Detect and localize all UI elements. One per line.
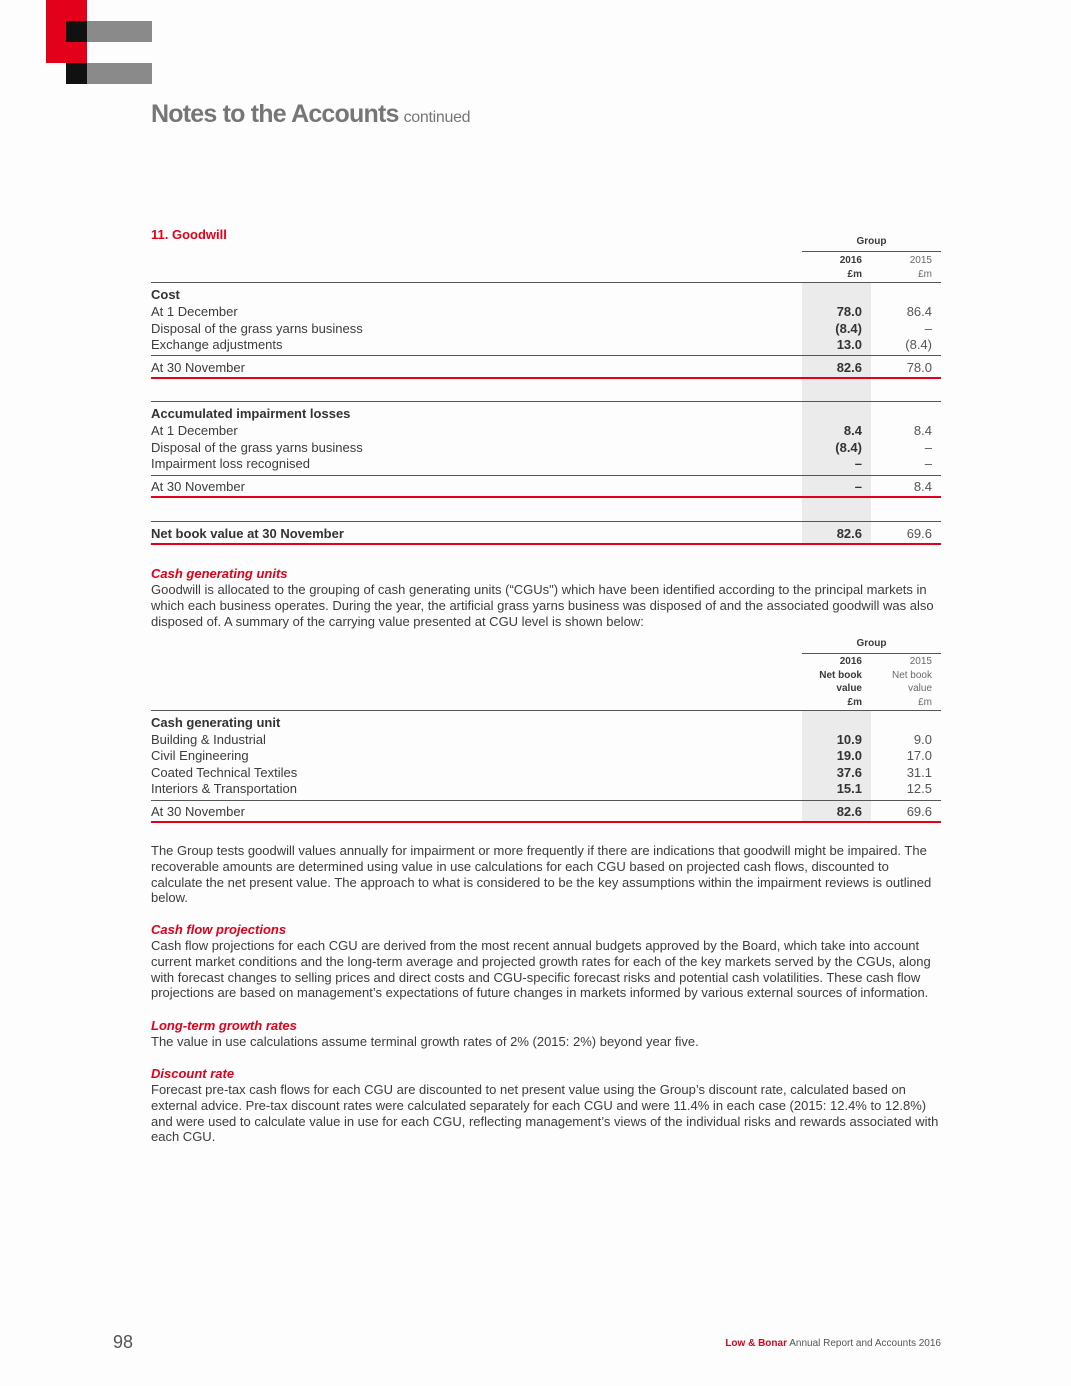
value-2016: 78.0 xyxy=(836,304,862,319)
value-2015: 31.1 xyxy=(906,765,932,780)
cgu-paragraph: Goodwill is allocated to the grouping of cash generating units (“CGUs") which have been identified according to the principal markets in which each business operates. During the year, the artificial grass yarns business was disposed of and the associated goodwill was also disposed of. A summary of the carrying value presented at CGU level is shown below: xyxy=(151,582,934,629)
value-2016: 10.9 xyxy=(836,732,862,747)
total-row xyxy=(151,359,941,376)
row-label: Building & Industrial xyxy=(151,732,266,747)
page-title-suffix: continued xyxy=(403,109,471,126)
row-label: At 30 November xyxy=(151,360,245,375)
value-2015: 69.6 xyxy=(906,526,932,541)
group-rule xyxy=(802,251,941,252)
col-header-2015 xyxy=(871,254,932,281)
row-label: Interiors & Transportation xyxy=(151,781,297,796)
row-label: Disposal of the grass yarns business xyxy=(151,440,363,455)
cash-flow-paragraph: Cash flow projections for each CGU are derived from the most recent annual budgets approved by the Board, which take into account current market conditions and the long-term average and projected growth rates for each of the key markets served by the CGUs, along with forecast changes to selling prices and direct costs and CGU-specific forecast risks and potential cash volatilities. These cash flow projections are based on management’s expectations of future changes in markets informed by various external sources of information. xyxy=(151,938,931,1001)
impairment-paragraph: The Group tests goodwill values annually for impairment or more frequently if there are indications that goodwill might be impaired. The recoverable amounts are determined using value in use calculations for each CGU based on projected cash flows, discounted to calculate the net present value. The approach to what is considered to be the key assumptions within the impairment reviews is outlined below. xyxy=(151,843,932,906)
table-row xyxy=(151,780,941,797)
col-header-2016-line: value xyxy=(836,683,862,695)
footer-report-title xyxy=(725,1338,941,1349)
value-2015: 17.0 xyxy=(906,748,932,763)
cash-flow-heading: Cash flow projections xyxy=(151,922,287,937)
total-red-rule xyxy=(151,821,941,823)
value-2015: – xyxy=(924,456,932,471)
value-2015: 9.0 xyxy=(913,732,932,747)
value-2016: (8.4) xyxy=(835,321,862,336)
col-header-2016 xyxy=(802,655,862,709)
page-title xyxy=(151,100,470,129)
row-label: Exchange adjustments xyxy=(151,337,283,352)
table-row xyxy=(151,336,941,353)
row-label: At 1 December xyxy=(151,423,238,438)
header-rule xyxy=(151,710,941,711)
total-row xyxy=(151,478,941,495)
col-header-2016-year: 2016 xyxy=(839,656,862,667)
row-label: At 1 December xyxy=(151,304,238,319)
cost-heading xyxy=(151,286,941,303)
row-label: At 30 November xyxy=(151,804,245,819)
row-label: At 30 November xyxy=(151,479,245,494)
table-row xyxy=(151,455,941,472)
value-2016: – xyxy=(854,479,862,494)
growth-paragraph: The value in use calculations assume terminal growth rates of 2% (2015: 2%) beyond year five. xyxy=(151,1034,699,1049)
value-2016: 19.0 xyxy=(836,748,862,763)
impairment-heading xyxy=(151,405,941,422)
table-row xyxy=(151,422,941,439)
value-2015: 78.0 xyxy=(906,360,932,375)
total-red-rule xyxy=(151,543,941,545)
subtotal-rule xyxy=(151,355,941,356)
value-2015: – xyxy=(924,321,932,336)
row-label: Impairment loss recognised xyxy=(151,456,310,471)
col-header-2016-unit: £m xyxy=(847,696,862,708)
page-title-text: Notes to the Accounts xyxy=(151,100,399,128)
col-header-2016-unit: £m xyxy=(847,268,862,280)
col-header-2015 xyxy=(871,655,932,709)
col-header-2015-unit: £m xyxy=(918,268,932,280)
row-label: Accumulated impairment losses xyxy=(151,406,351,421)
table-row xyxy=(151,320,941,337)
value-2016: – xyxy=(854,456,862,471)
row-label: Civil Engineering xyxy=(151,748,249,763)
value-2016: 82.6 xyxy=(836,804,862,819)
group-rule xyxy=(802,653,941,654)
total-red-rule xyxy=(151,496,941,498)
row-label: Net book value at 30 November xyxy=(151,526,344,541)
section-rule xyxy=(151,521,941,522)
row-label: Disposal of the grass yarns business xyxy=(151,321,363,336)
table-row xyxy=(151,303,941,320)
discount-paragraph: Forecast pre-tax cash flows for each CGU are discounted to net present value using the Group’s discount rate, calculated based on external advice. Pre-tax discount rates were calculated separately for each CGU and were 11.4% in each case (2015: 12.4% to 12.8%) and were used to calculate value in use for each CGU, reflecting management’s views of the individual risks and rewards associated with each CGU. xyxy=(151,1082,939,1145)
footer-brand: Low & Bonar xyxy=(725,1338,787,1349)
value-2015: 8.4 xyxy=(913,423,932,438)
cgu-table-heading xyxy=(151,714,941,731)
cgu-heading: Cash generating units xyxy=(151,566,288,581)
table-row xyxy=(151,747,941,764)
value-2015: – xyxy=(924,440,932,455)
total-row xyxy=(151,803,941,820)
row-label: Cost xyxy=(151,287,180,302)
col-header-2015-line: value xyxy=(908,683,932,695)
subtotal-rule xyxy=(151,800,941,801)
value-2015: (8.4) xyxy=(905,337,932,352)
group-header: Group xyxy=(856,236,887,247)
subtotal-rule xyxy=(151,475,941,476)
col-header-2016-line: Net book xyxy=(819,669,862,681)
col-header-2016-year: 2016 xyxy=(839,255,862,266)
col-header-2015-year: 2015 xyxy=(909,656,932,667)
value-2016: (8.4) xyxy=(835,440,862,455)
value-2015: 86.4 xyxy=(906,304,932,319)
discount-heading: Discount rate xyxy=(151,1066,235,1081)
value-2016: 13.0 xyxy=(836,337,862,352)
table-row xyxy=(151,731,941,748)
row-label: Coated Technical Textiles xyxy=(151,765,298,780)
section-title: 11. Goodwill xyxy=(151,227,227,242)
value-2016: 82.6 xyxy=(836,360,862,375)
group-header: Group xyxy=(856,638,887,649)
value-2016: 82.6 xyxy=(836,526,862,541)
value-2016: 37.6 xyxy=(836,765,862,780)
col-header-2015-line: Net book xyxy=(891,669,932,681)
footer-report: Annual Report and Accounts 2016 xyxy=(789,1338,941,1349)
col-header-2016 xyxy=(802,254,862,281)
value-2016: 8.4 xyxy=(843,423,862,438)
value-2015: 8.4 xyxy=(913,479,932,494)
nbv-row xyxy=(151,525,941,542)
value-2015: 69.6 xyxy=(906,804,932,819)
growth-heading: Long-term growth rates xyxy=(151,1018,297,1033)
col-header-2015-unit: £m xyxy=(918,696,932,708)
header-rule xyxy=(151,282,941,283)
total-red-rule xyxy=(151,377,941,379)
table-row xyxy=(151,764,941,781)
section-rule xyxy=(151,401,941,402)
value-2016: 15.1 xyxy=(836,781,862,796)
page-number: 98 xyxy=(113,1332,134,1352)
col-header-2015-year: 2015 xyxy=(909,255,932,266)
row-label: Cash generating unit xyxy=(151,715,281,730)
table-row xyxy=(151,439,941,456)
value-2015: 12.5 xyxy=(906,781,932,796)
